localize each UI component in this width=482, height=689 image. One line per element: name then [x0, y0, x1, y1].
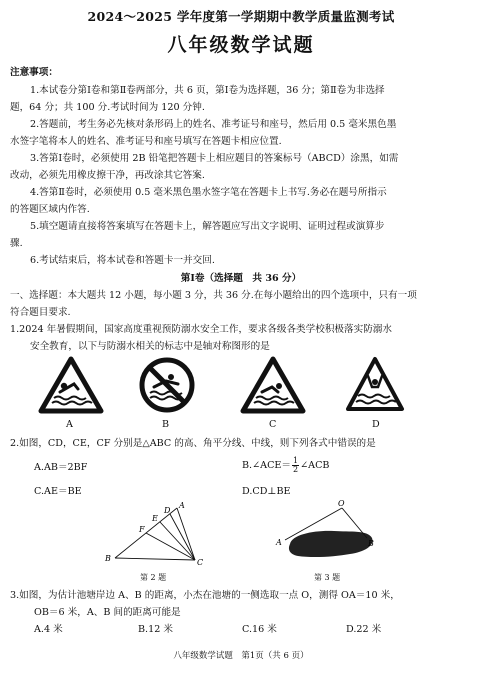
section-intro: 符合题目要求. — [10, 307, 71, 318]
section-title: 第Ⅰ卷（选择题 共 36 分） — [180, 273, 302, 284]
notice-line: 6.考试结束后，将本试卷和答题卡一并交回. — [30, 255, 215, 266]
notice-line: 改动，必须先用橡皮擦干净，再改涂其它答案. — [10, 170, 205, 181]
page-title: 八年级数学试题 — [167, 34, 315, 56]
point-label: A — [276, 538, 282, 547]
q2-option-d: D.CD⊥BE — [242, 486, 291, 497]
exam-header: 2024～2025 学年度第一学期期中教学质量监测考试 — [87, 9, 395, 24]
q3-option-a: A.4 米 — [34, 624, 63, 635]
notice-line: 2.答题前，考生务必先核对条形码上的姓名、准考证号和座号，然后用 0.5 毫米黑色墨 — [30, 119, 397, 130]
q1-stem: 1.2024 年暑假期间，国家高度重视预防溺水安全工作，要求各级各类学校积极落实防溺水 — [10, 324, 392, 335]
q3-stem: OB＝6 米，A、B 间的距离可能是 — [34, 607, 181, 618]
notice-line: 的答题区域内作答. — [10, 204, 90, 215]
q2-option-a: A.AB＝2BF — [34, 462, 88, 473]
no-swimming-sign-b-icon — [138, 356, 196, 414]
point-label: O — [338, 499, 345, 508]
q2-triangle-figure — [100, 500, 220, 572]
notice-line: 4.答第Ⅱ卷时，必须使用 0.5 毫米黑色墨水签字笔在答题卡上书写.务必在题号所指示 — [30, 187, 387, 198]
notice-line: 题，64 分；共 100 分.考试时间为 120 分钟. — [10, 102, 205, 113]
point-label: C — [197, 558, 204, 567]
q2-option-b: B.∠ACE＝ $\frac{1}{2}$ ∠ACB — [242, 456, 330, 474]
point-label: B — [368, 539, 374, 548]
notice-line: 5.填空题请直接将答案填写在答题卡上，解答题应写出文字说明、证明过程或演算步 — [30, 221, 385, 232]
notice-line: 水签字笔将本人的姓名、准考证号和座号填写在答题卡相应位置. — [10, 136, 282, 147]
page-footer: 八年级数学试题 第1页（共 6 页） — [173, 651, 309, 661]
q3-stem: 3.如图，为估计池塘岸边 A、B 的距离，小杰在池塘的一侧选取一点 O，测得 OA＝10 米， — [10, 590, 400, 601]
option-label-c: C — [269, 419, 277, 430]
section-intro: 一、选择题：本大题共 12 小题，每小题 3 分，共 36 分.在每小题给出的四个选项中，只有一项 — [10, 290, 417, 301]
notice-line: 1.本试卷分第Ⅰ卷和第Ⅱ卷两部分，共 6 页，第Ⅰ卷为选择题，36 分；第Ⅱ卷为非选择 — [30, 85, 385, 96]
notice-line: 3.答第Ⅰ卷时，必须使用 2B 铅笔把答题卡上相应题目的答案标号（ABCD）涂黑，如需 — [30, 153, 399, 164]
q3-option-b: B.12 米 — [138, 624, 173, 635]
point-label: F — [139, 525, 145, 534]
q3-option-c: C.16 米 — [242, 624, 277, 635]
q2-option-c: C.AE＝BE — [34, 486, 82, 497]
q2-stem: 2.如图，CD，CE，CF 分别是△ABC 的高、角平分线、中线，则下列各式中错误的是 — [10, 438, 376, 449]
drowning-sign-a-icon — [38, 356, 104, 414]
fraction: $\frac{1}{2}$ — [293, 456, 299, 474]
figure-caption: 第 2 题 — [140, 573, 167, 582]
q3-pond-figure — [276, 498, 386, 574]
point-label: A — [179, 501, 185, 510]
drowning-sign-d-icon — [344, 354, 406, 414]
point-label: E — [152, 514, 158, 523]
point-label: B — [105, 554, 111, 563]
option-label-b: B — [162, 419, 170, 430]
figure-caption: 第 3 题 — [314, 573, 341, 582]
notice-line: 骤. — [10, 238, 23, 249]
drowning-sign-c-icon — [240, 356, 306, 414]
point-label: D — [164, 506, 171, 515]
q1-stem: 安全教育，以下与防溺水相关的标志中是轴对称图形的是 — [30, 341, 270, 352]
q3-option-d: D.22 米 — [346, 624, 382, 635]
notice-heading: 注意事项： — [10, 67, 58, 78]
option-label-a: A — [66, 419, 73, 430]
option-label-d: D — [372, 419, 380, 430]
